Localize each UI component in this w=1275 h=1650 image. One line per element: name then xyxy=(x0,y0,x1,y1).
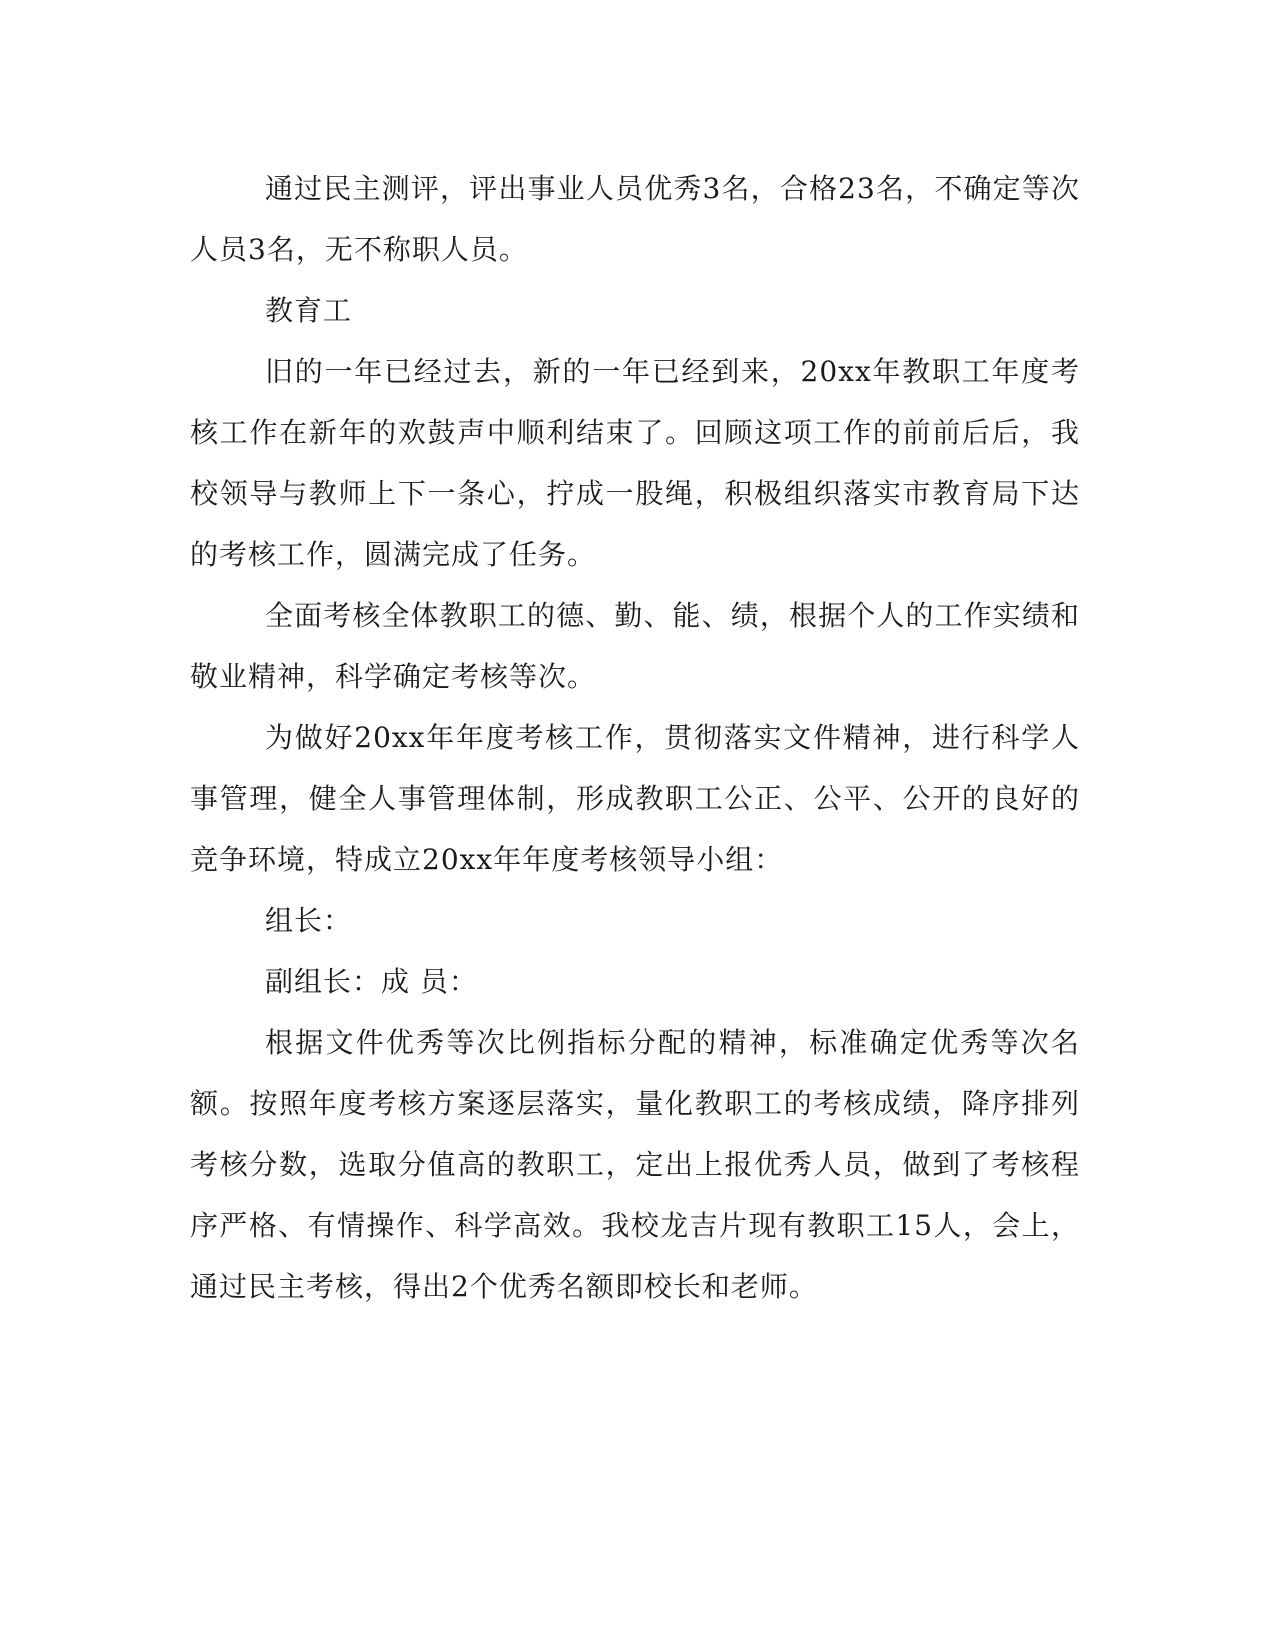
document-body xyxy=(190,158,1080,1317)
paragraph-year-review: 旧的一年已经过去，新的一年已经到来，20xx年教职工年度考核工作在新年的欢鼓声中顺利结束了。回顾这项工作的前前后后，我校领导与教师上下一条心，拧成一股绳，积极组织落实市教育局下达的考核工作，圆满完成了任务。 xyxy=(190,355,1080,571)
paragraph-evaluation-results: 通过民主测评，评出事业人员优秀3名，合格23名，不确定等次人员3名，无不称职人员。 xyxy=(190,172,1080,266)
paragraph-group-leader: 组长： xyxy=(265,904,353,937)
paragraph-leadership-group: 为做好20xx年年度考核工作，贯彻落实文件精神，进行科学人事管理，健全人事管理体制，形成教职工公正、公平、公开的良好的竞争环境，特成立20xx年年度考核领导小组： xyxy=(190,721,1080,876)
paragraph-quota-process: 根据文件优秀等次比例指标分配的精神，标准确定优秀等次名额。按照年度考核方案逐层落实，量化教职工的考核成绩，降序排列考核分数，选取分值高的教职工，定出上报优秀人员，做到了考核程序严格、有情操作、科学高效。我校龙吉片现有教职工15人，会上，通过民主考核，得出2个优秀名额即校长和老师。 xyxy=(190,1026,1080,1303)
paragraph-deputy-members: 副组长：成 员： xyxy=(265,965,478,998)
paragraph-assessment-scope: 全面考核全体教职工的德、勤、能、绩，根据个人的工作实绩和敬业精神，科学确定考核等次。 xyxy=(190,599,1080,693)
paragraph-education-heading: 教育工 xyxy=(265,294,353,327)
